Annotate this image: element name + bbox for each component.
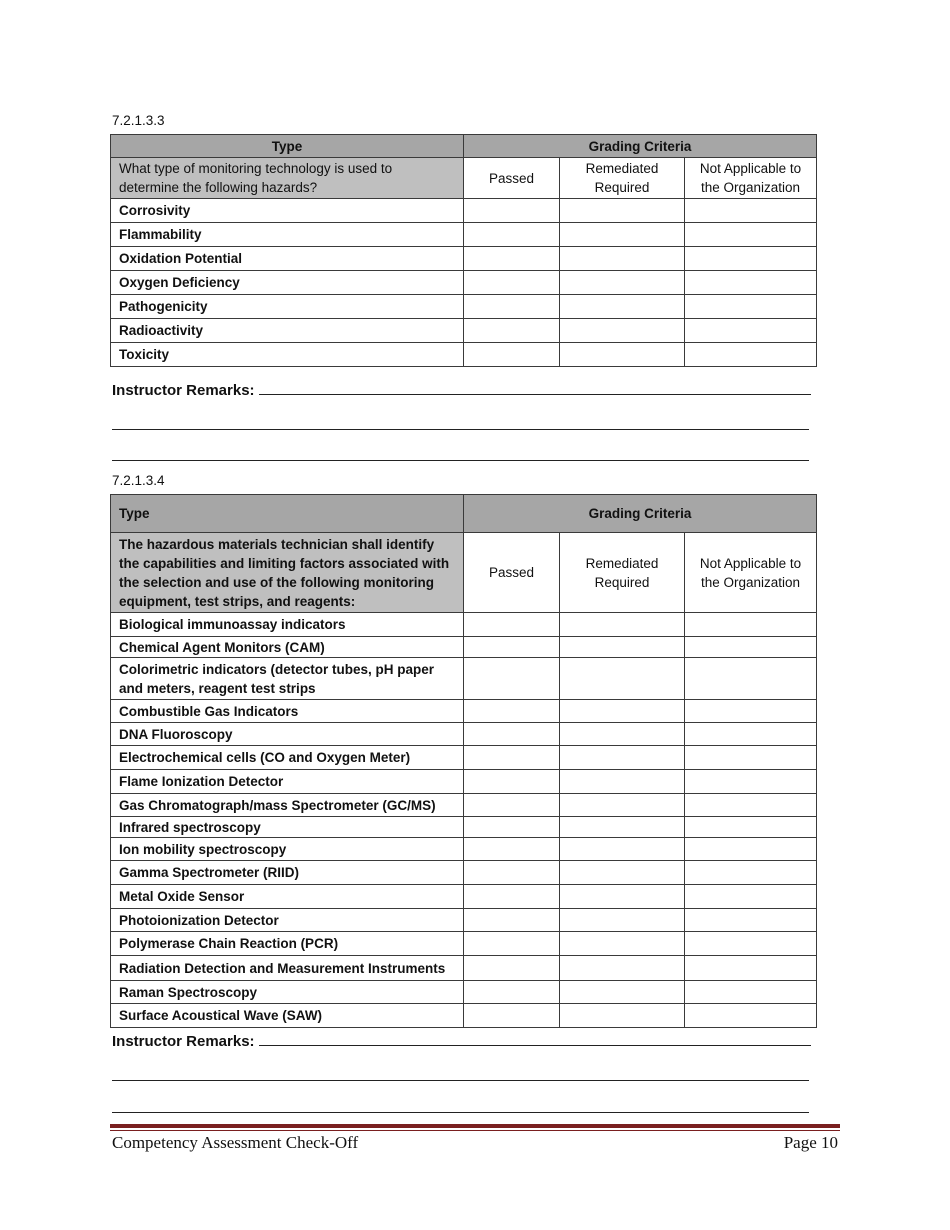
item-label: Toxicity bbox=[111, 343, 464, 367]
footer-title: Competency Assessment Check-Off bbox=[112, 1133, 359, 1152]
footer-rule bbox=[110, 1124, 840, 1128]
item-label: Raman Spectroscopy bbox=[111, 981, 464, 1004]
table-row bbox=[111, 932, 817, 956]
question-cell: The hazardous materials technician shall identify the capabilities and limiting factors associated with the selection and use of the following monitoring equipment, test strips, and reagents: bbox=[111, 533, 464, 613]
type-header: Type bbox=[111, 495, 464, 533]
item-label: Photoionization Detector bbox=[111, 909, 464, 932]
remarks-label: Instructor Remarks: bbox=[112, 1033, 255, 1050]
passed-cell[interactable] bbox=[464, 909, 560, 932]
item-label: Gamma Spectrometer (RIID) bbox=[111, 861, 464, 885]
not-applicable-cell[interactable] bbox=[685, 861, 817, 885]
item-label: Oxidation Potential bbox=[111, 247, 464, 271]
remarks-line[interactable] bbox=[259, 380, 811, 395]
table-row bbox=[111, 794, 817, 817]
remediated-cell[interactable] bbox=[560, 343, 685, 367]
passed-cell[interactable] bbox=[464, 981, 560, 1004]
not-applicable-cell[interactable] bbox=[685, 319, 817, 343]
criteria-not-applicable: Not Applicable to the Organization bbox=[685, 533, 817, 613]
not-applicable-cell[interactable] bbox=[685, 746, 817, 770]
remediated-cell[interactable] bbox=[560, 723, 685, 746]
passed-cell[interactable] bbox=[464, 794, 560, 817]
table-row bbox=[111, 637, 817, 658]
passed-cell[interactable] bbox=[464, 838, 560, 861]
remediated-cell[interactable] bbox=[560, 700, 685, 723]
passed-cell[interactable] bbox=[464, 319, 560, 343]
criteria-remediated: Remediated Required bbox=[560, 158, 685, 199]
remediated-cell[interactable] bbox=[560, 746, 685, 770]
remarks-line[interactable] bbox=[259, 1031, 811, 1046]
item-label: DNA Fluoroscopy bbox=[111, 723, 464, 746]
table-row bbox=[111, 319, 817, 343]
table-row bbox=[111, 746, 817, 770]
passed-cell[interactable] bbox=[464, 932, 560, 956]
table-row bbox=[111, 909, 817, 932]
type-header: Type bbox=[111, 135, 464, 158]
remarks-line[interactable] bbox=[112, 1080, 809, 1081]
not-applicable-cell[interactable] bbox=[685, 909, 817, 932]
instructor-remarks bbox=[112, 1031, 812, 1050]
table-row bbox=[111, 199, 817, 223]
passed-cell[interactable] bbox=[464, 658, 560, 700]
passed-cell[interactable] bbox=[464, 956, 560, 981]
item-label: Metal Oxide Sensor bbox=[111, 885, 464, 909]
remediated-cell[interactable] bbox=[560, 319, 685, 343]
item-label: Biological immunoassay indicators bbox=[111, 613, 464, 637]
not-applicable-cell[interactable] bbox=[685, 658, 817, 700]
remediated-cell[interactable] bbox=[560, 247, 685, 271]
not-applicable-cell[interactable] bbox=[685, 794, 817, 817]
grading-table-1 bbox=[110, 134, 817, 367]
table-row bbox=[111, 295, 817, 319]
passed-cell[interactable] bbox=[464, 1004, 560, 1028]
table-row bbox=[111, 838, 817, 861]
remediated-cell[interactable] bbox=[560, 613, 685, 637]
not-applicable-cell[interactable] bbox=[685, 700, 817, 723]
remediated-cell[interactable] bbox=[560, 1004, 685, 1028]
item-label: Oxygen Deficiency bbox=[111, 271, 464, 295]
remediated-cell[interactable] bbox=[560, 770, 685, 794]
not-applicable-cell[interactable] bbox=[685, 932, 817, 956]
passed-cell[interactable] bbox=[464, 885, 560, 909]
remediated-cell[interactable] bbox=[560, 956, 685, 981]
table-row bbox=[111, 861, 817, 885]
table-row bbox=[111, 613, 817, 637]
instructor-remarks bbox=[112, 380, 812, 399]
not-applicable-cell[interactable] bbox=[685, 817, 817, 838]
item-label: Corrosivity bbox=[111, 199, 464, 223]
remediated-cell[interactable] bbox=[560, 838, 685, 861]
item-label: Infrared spectroscopy bbox=[111, 817, 464, 838]
passed-cell[interactable] bbox=[464, 861, 560, 885]
table-row bbox=[111, 723, 817, 746]
not-applicable-cell[interactable] bbox=[685, 247, 817, 271]
section-number: 7.2.1.3.4 bbox=[112, 473, 165, 488]
not-applicable-cell[interactable] bbox=[685, 271, 817, 295]
remarks-label: Instructor Remarks: bbox=[112, 382, 255, 399]
passed-cell[interactable] bbox=[464, 199, 560, 223]
table-row bbox=[111, 1004, 817, 1028]
not-applicable-cell[interactable] bbox=[685, 956, 817, 981]
passed-cell[interactable] bbox=[464, 637, 560, 658]
remarks-line[interactable] bbox=[112, 1112, 809, 1113]
remarks-line[interactable] bbox=[112, 460, 809, 461]
remediated-cell[interactable] bbox=[560, 223, 685, 247]
item-label: Polymerase Chain Reaction (PCR) bbox=[111, 932, 464, 956]
remediated-cell[interactable] bbox=[560, 658, 685, 700]
not-applicable-cell[interactable] bbox=[685, 770, 817, 794]
criteria-not-applicable: Not Applicable to the Organization bbox=[685, 158, 817, 199]
passed-cell[interactable] bbox=[464, 746, 560, 770]
grading-criteria-header: Grading Criteria bbox=[464, 495, 817, 533]
question-cell: What type of monitoring technology is used to determine the following hazards? bbox=[111, 158, 464, 199]
footer-rule bbox=[110, 1130, 840, 1131]
page-number: Page 10 bbox=[783, 1133, 838, 1152]
remarks-line[interactable] bbox=[112, 429, 809, 430]
not-applicable-cell[interactable] bbox=[685, 223, 817, 247]
remediated-cell[interactable] bbox=[560, 932, 685, 956]
passed-cell[interactable] bbox=[464, 343, 560, 367]
item-label: Radiation Detection and Measurement Instruments bbox=[111, 956, 464, 981]
passed-cell[interactable] bbox=[464, 271, 560, 295]
passed-cell[interactable] bbox=[464, 247, 560, 271]
not-applicable-cell[interactable] bbox=[685, 1004, 817, 1028]
section-number: 7.2.1.3.3 bbox=[112, 113, 165, 128]
not-applicable-cell[interactable] bbox=[685, 343, 817, 367]
item-label: Electrochemical cells (CO and Oxygen Meter) bbox=[111, 746, 464, 770]
not-applicable-cell[interactable] bbox=[685, 981, 817, 1004]
remediated-cell[interactable] bbox=[560, 817, 685, 838]
item-label: Flame Ionization Detector bbox=[111, 770, 464, 794]
remediated-cell[interactable] bbox=[560, 794, 685, 817]
not-applicable-cell[interactable] bbox=[685, 637, 817, 658]
item-label: Gas Chromatograph/mass Spectrometer (GC/MS) bbox=[111, 794, 464, 817]
not-applicable-cell[interactable] bbox=[685, 723, 817, 746]
remediated-cell[interactable] bbox=[560, 271, 685, 295]
table-row bbox=[111, 956, 817, 981]
criteria-passed: Passed bbox=[464, 158, 560, 199]
remediated-cell[interactable] bbox=[560, 981, 685, 1004]
table-row bbox=[111, 817, 817, 838]
item-label: Surface Acoustical Wave (SAW) bbox=[111, 1004, 464, 1028]
table-row bbox=[111, 981, 817, 1004]
table-row bbox=[111, 343, 817, 367]
item-label: Radioactivity bbox=[111, 319, 464, 343]
table-row bbox=[111, 770, 817, 794]
not-applicable-cell[interactable] bbox=[685, 199, 817, 223]
not-applicable-cell[interactable] bbox=[685, 885, 817, 909]
item-label: Chemical Agent Monitors (CAM) bbox=[111, 637, 464, 658]
table-row bbox=[111, 271, 817, 295]
criteria-remediated: Remediated Required bbox=[560, 533, 685, 613]
table-row bbox=[111, 885, 817, 909]
remediated-cell[interactable] bbox=[560, 909, 685, 932]
item-label: Flammability bbox=[111, 223, 464, 247]
remediated-cell[interactable] bbox=[560, 295, 685, 319]
remediated-cell[interactable] bbox=[560, 885, 685, 909]
remediated-cell[interactable] bbox=[560, 199, 685, 223]
remediated-cell[interactable] bbox=[560, 861, 685, 885]
passed-cell[interactable] bbox=[464, 700, 560, 723]
criteria-passed: Passed bbox=[464, 533, 560, 613]
not-applicable-cell[interactable] bbox=[685, 613, 817, 637]
table-row bbox=[111, 247, 817, 271]
passed-cell[interactable] bbox=[464, 223, 560, 247]
item-label: Combustible Gas Indicators bbox=[111, 700, 464, 723]
grading-criteria-header: Grading Criteria bbox=[464, 135, 817, 158]
item-label: Colorimetric indicators (detector tubes, pH paper and meters, reagent test strips bbox=[111, 658, 464, 700]
item-label: Pathogenicity bbox=[111, 295, 464, 319]
item-label: Ion mobility spectroscopy bbox=[111, 838, 464, 861]
passed-cell[interactable] bbox=[464, 295, 560, 319]
remediated-cell[interactable] bbox=[560, 637, 685, 658]
table-row bbox=[111, 223, 817, 247]
passed-cell[interactable] bbox=[464, 770, 560, 794]
passed-cell[interactable] bbox=[464, 613, 560, 637]
not-applicable-cell[interactable] bbox=[685, 295, 817, 319]
not-applicable-cell[interactable] bbox=[685, 838, 817, 861]
table-row bbox=[111, 658, 817, 700]
passed-cell[interactable] bbox=[464, 817, 560, 838]
grading-table-2 bbox=[110, 494, 817, 1028]
table-row bbox=[111, 700, 817, 723]
passed-cell[interactable] bbox=[464, 723, 560, 746]
